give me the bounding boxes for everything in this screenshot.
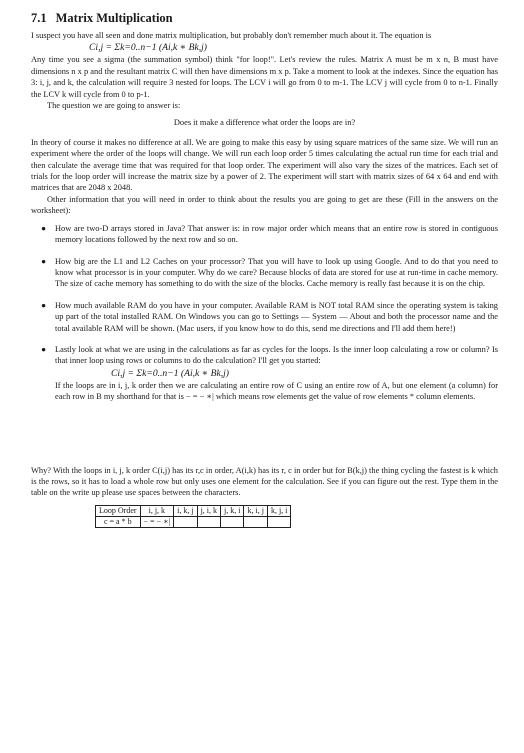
bullet-icon: ● [41,223,47,233]
bullet-text: Lastly look at what we are using in the calculations as far as cycles for the loops. Is the inner loop calculating a row or column? Is that inner loop using rows or columns to do the calculation? I'll get you started: [55,344,498,366]
loop-order-table [95,505,291,528]
table-cell-empty[interactable] [267,516,290,527]
list-item [31,256,498,290]
table-cell-empty[interactable] [174,516,197,527]
bullet-continuation: If the loops are in i, j, k order then we are calculating an entire row of C using an entire row of A, but one element (a column) for each row in B my shorthand for that is − = − ∗| which means row elements get the value of row elements * column elements. [55,380,498,402]
bullet-icon: ● [41,300,47,310]
table-cell: k, i, j [244,505,267,516]
table-cell-empty[interactable] [221,516,244,527]
bullet-text: How big are the L1 and L2 Caches on your processor? That you will have to look up using Google. And to do that you need to know what processor is in your computer. Why do we care? Because blocks of data are stored for use at run-time in cache memory. The size of cache memory has something to do with the size of the blocks. Cache memory is really fast because it is on the chip. [55,256,498,289]
intro-paragraph: I suspect you have all seen and done matrix multiplication, but probably don't remember much about it. The equation is [31,31,432,40]
table-cell: Loop Order [96,505,141,516]
list-item [31,223,498,246]
paragraph-experiment: In theory of course it makes no difference at all. We are going to make this easy by using square matrices of the same size. We will run an experiment where the order of the loops will change. We will run each loop order 5 times calculating the actual run time for each trial and then calculate the average time that was required for that loop order. The experiment will also vary the sizes of the matrices. Each set of trials for the loop order will increase the matrix size by a power of 2. The experiment will start with matrix sizes of 64 x 64 and end with matrices that are 2048 x 2048. [31,137,498,193]
table-cell: j, i, k [197,505,220,516]
key-question: Does it make a difference what order the loops are in? [173,118,356,128]
bullet-icon: ● [41,256,47,266]
bullet-text: How are two-D arrays stored in Java? That answer is: in row major order which means that an entire row is stored in contiguous memory locations followed by the next row and so on. [55,223,498,245]
list-item [31,344,498,403]
page-gap [31,413,498,465]
table-row [96,516,291,527]
section-title: Matrix Multiplication [55,11,173,25]
bullet-list [31,223,498,403]
table-cell-empty[interactable] [197,516,220,527]
table-header-row [96,505,291,516]
table-cell: i, k, j [174,505,197,516]
equation-text: Ci,j = Σk=0..n−1 (Ai,k ∗ Bk,j) [111,367,229,379]
table-cell: k, j, i [267,505,290,516]
equation-repeat [55,367,498,380]
paragraph-question-intro: The question we are going to answer is: [47,101,181,111]
equation-text: Ci,j = Σk=0..n−1 (Ai,k ∗ Bk,j) [89,42,207,54]
bullet-icon: ● [41,344,47,354]
table-cell: c = a * b [96,516,141,527]
paragraph-why: Why? With the loops in i, j, k order C(i,j) has its r,c in order, A(i,k) has its r, c in order but for B(k,j) the thing cycling the fastest is k which is the rows, so it has to load a whole row but only uses one element for the calculation. See if you can figure out the rest. Type them in the table on the write up please use spaces between the characters. [31,465,498,498]
document-page [31,10,498,528]
paragraph-loops: Any time you see a sigma (the summation symbol) think "for loop!". Let's review the rules. Matrix A must be m x n, B must have dimensions n x p and the resultant matrix C will then have dimensions m x p. Take a moment to look at the indexes. Since the equation has 3: i, j, and k, the calculation will require 3 nested for loops. The LCV i will go from 0 to m-1. The LCV j will cycle from 0 to n-1. Finally the LCV k will cycle from 0 to p-1. [31,55,498,99]
section-number: 7.1 [31,11,47,25]
table-cell-empty[interactable] [244,516,267,527]
paragraph-other-info: Other information that you will need in order to think about the results you are going to get are these (Fill in the answers on the worksheet): [31,194,498,216]
section-heading [31,10,498,26]
table-cell: i, j, k [140,505,174,516]
table-cell: − = − ∗| [140,516,174,527]
list-item [31,300,498,334]
bullet-text: How much available RAM do you have in your computer. Available RAM is NOT total RAM since the operating system is taking up part of the total installed RAM. On Windows you can go to Settings — System — About and both the processor name and the total available RAM will be shown. (Mac users, if you know how to do this, send me directions and I'll add them here!) [55,300,498,333]
table-cell: j, k, i [221,505,244,516]
equation [31,41,498,54]
